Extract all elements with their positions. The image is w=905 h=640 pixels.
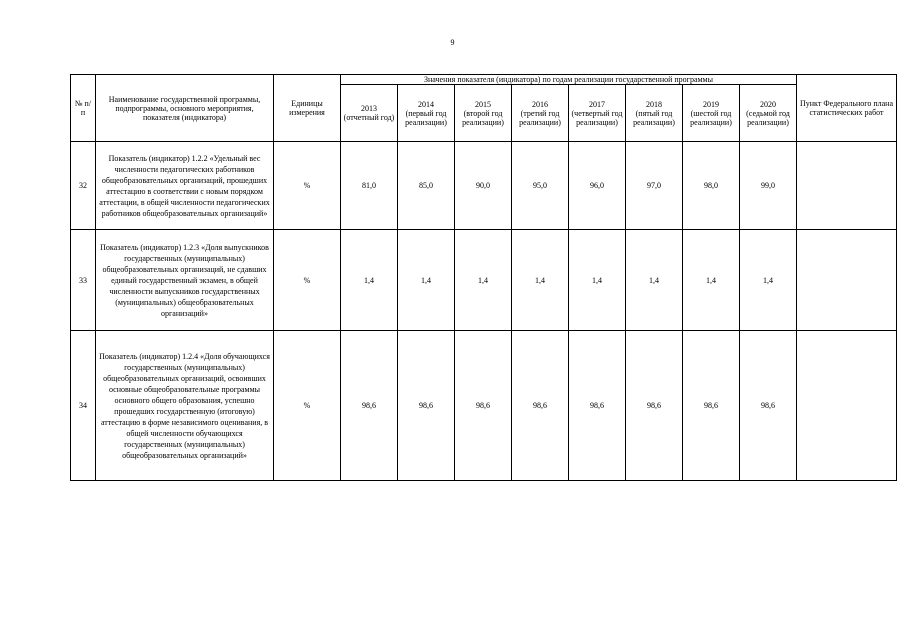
indicator-table bbox=[70, 74, 897, 481]
value-cell: 1,4 bbox=[740, 230, 797, 331]
federal-plan-cell bbox=[797, 142, 897, 230]
value-cell: 1,4 bbox=[512, 230, 569, 331]
value-cell: 96,0 bbox=[569, 142, 626, 230]
indicator-name: Показатель (индикатор) 1.2.4 «Доля обучающихся государственных (муниципальных) общеобразовательных организаций, освоивших основные общеобразовательные программы основного общего образования, успешно прошедших государственную (итоговую) аттестацию в форме независимого оценивания, в общей численности обучающихся государственных (муниципальных) общеобразовательных организаций» bbox=[96, 331, 274, 481]
header-year: 2019 (шестой год реализации) bbox=[683, 85, 740, 142]
value-cell: 98,6 bbox=[740, 331, 797, 481]
value-cell: 85,0 bbox=[398, 142, 455, 230]
header-name: Наименование государственной программы, подпрограммы, основного мероприятия, показателя (индикатора) bbox=[96, 75, 274, 142]
federal-plan-cell bbox=[797, 331, 897, 481]
value-cell: 99,0 bbox=[740, 142, 797, 230]
indicator-name: Показатель (индикатор) 1.2.3 «Доля выпускников государственных (муниципальных) общеобразовательных организаций, не сдавших единый государственный экзамен, в общей численности выпускников государственных (муниципальных) общеобразовательных организаций» bbox=[96, 230, 274, 331]
value-cell: 81,0 bbox=[341, 142, 398, 230]
header-year: 2020 (седьмой год реализации) bbox=[740, 85, 797, 142]
table-header bbox=[71, 75, 897, 142]
header-federal-plan: Пункт Федерального плана статистических работ bbox=[797, 75, 897, 142]
value-cell: 1,4 bbox=[569, 230, 626, 331]
value-cell: 1,4 bbox=[398, 230, 455, 331]
value-cell: 98,6 bbox=[341, 331, 398, 481]
header-year: 2017 (четвертый год реализации) bbox=[569, 85, 626, 142]
value-cell: 98,6 bbox=[512, 331, 569, 481]
page-number: 9 bbox=[450, 38, 455, 47]
header-year: 2018 (пятый год реализации) bbox=[626, 85, 683, 142]
unit-cell: % bbox=[274, 331, 341, 481]
value-cell: 98,6 bbox=[626, 331, 683, 481]
row-num: 34 bbox=[71, 331, 96, 481]
federal-plan-cell bbox=[797, 230, 897, 331]
value-cell: 98,0 bbox=[683, 142, 740, 230]
table-row bbox=[71, 331, 897, 481]
table-row bbox=[71, 230, 897, 331]
value-cell: 95,0 bbox=[512, 142, 569, 230]
header-year: 2014 (первый год реализации) bbox=[398, 85, 455, 142]
header-year: 2016 (третий год реализации) bbox=[512, 85, 569, 142]
row-num: 33 bbox=[71, 230, 96, 331]
value-cell: 98,6 bbox=[398, 331, 455, 481]
value-cell: 98,6 bbox=[683, 331, 740, 481]
row-num: 32 bbox=[71, 142, 96, 230]
header-year: 2013 (отчетный год) bbox=[341, 85, 398, 142]
header-year: 2015 (второй год реализации) bbox=[455, 85, 512, 142]
value-cell: 98,6 bbox=[455, 331, 512, 481]
value-cell: 97,0 bbox=[626, 142, 683, 230]
value-cell: 1,4 bbox=[455, 230, 512, 331]
unit-cell: % bbox=[274, 142, 341, 230]
value-cell: 90,0 bbox=[455, 142, 512, 230]
value-cell: 1,4 bbox=[341, 230, 398, 331]
header-unit: Единицы измерения bbox=[274, 75, 341, 142]
value-cell: 1,4 bbox=[683, 230, 740, 331]
value-cell: 98,6 bbox=[569, 331, 626, 481]
value-cell: 1,4 bbox=[626, 230, 683, 331]
header-values-group: Значения показателя (индикатора) по годам реализации государственной программы bbox=[341, 75, 797, 85]
indicator-name: Показатель (индикатор) 1.2.2 «Удельный вес численности педагогических работников общеобразовательных организаций, прошедших аттестацию в соответствии с новым порядком аттестации, в общей численности педагогических работников общеобразовательных организаций» bbox=[96, 142, 274, 230]
unit-cell: % bbox=[274, 230, 341, 331]
header-num: № п/п bbox=[71, 75, 96, 142]
table-row bbox=[71, 142, 897, 230]
